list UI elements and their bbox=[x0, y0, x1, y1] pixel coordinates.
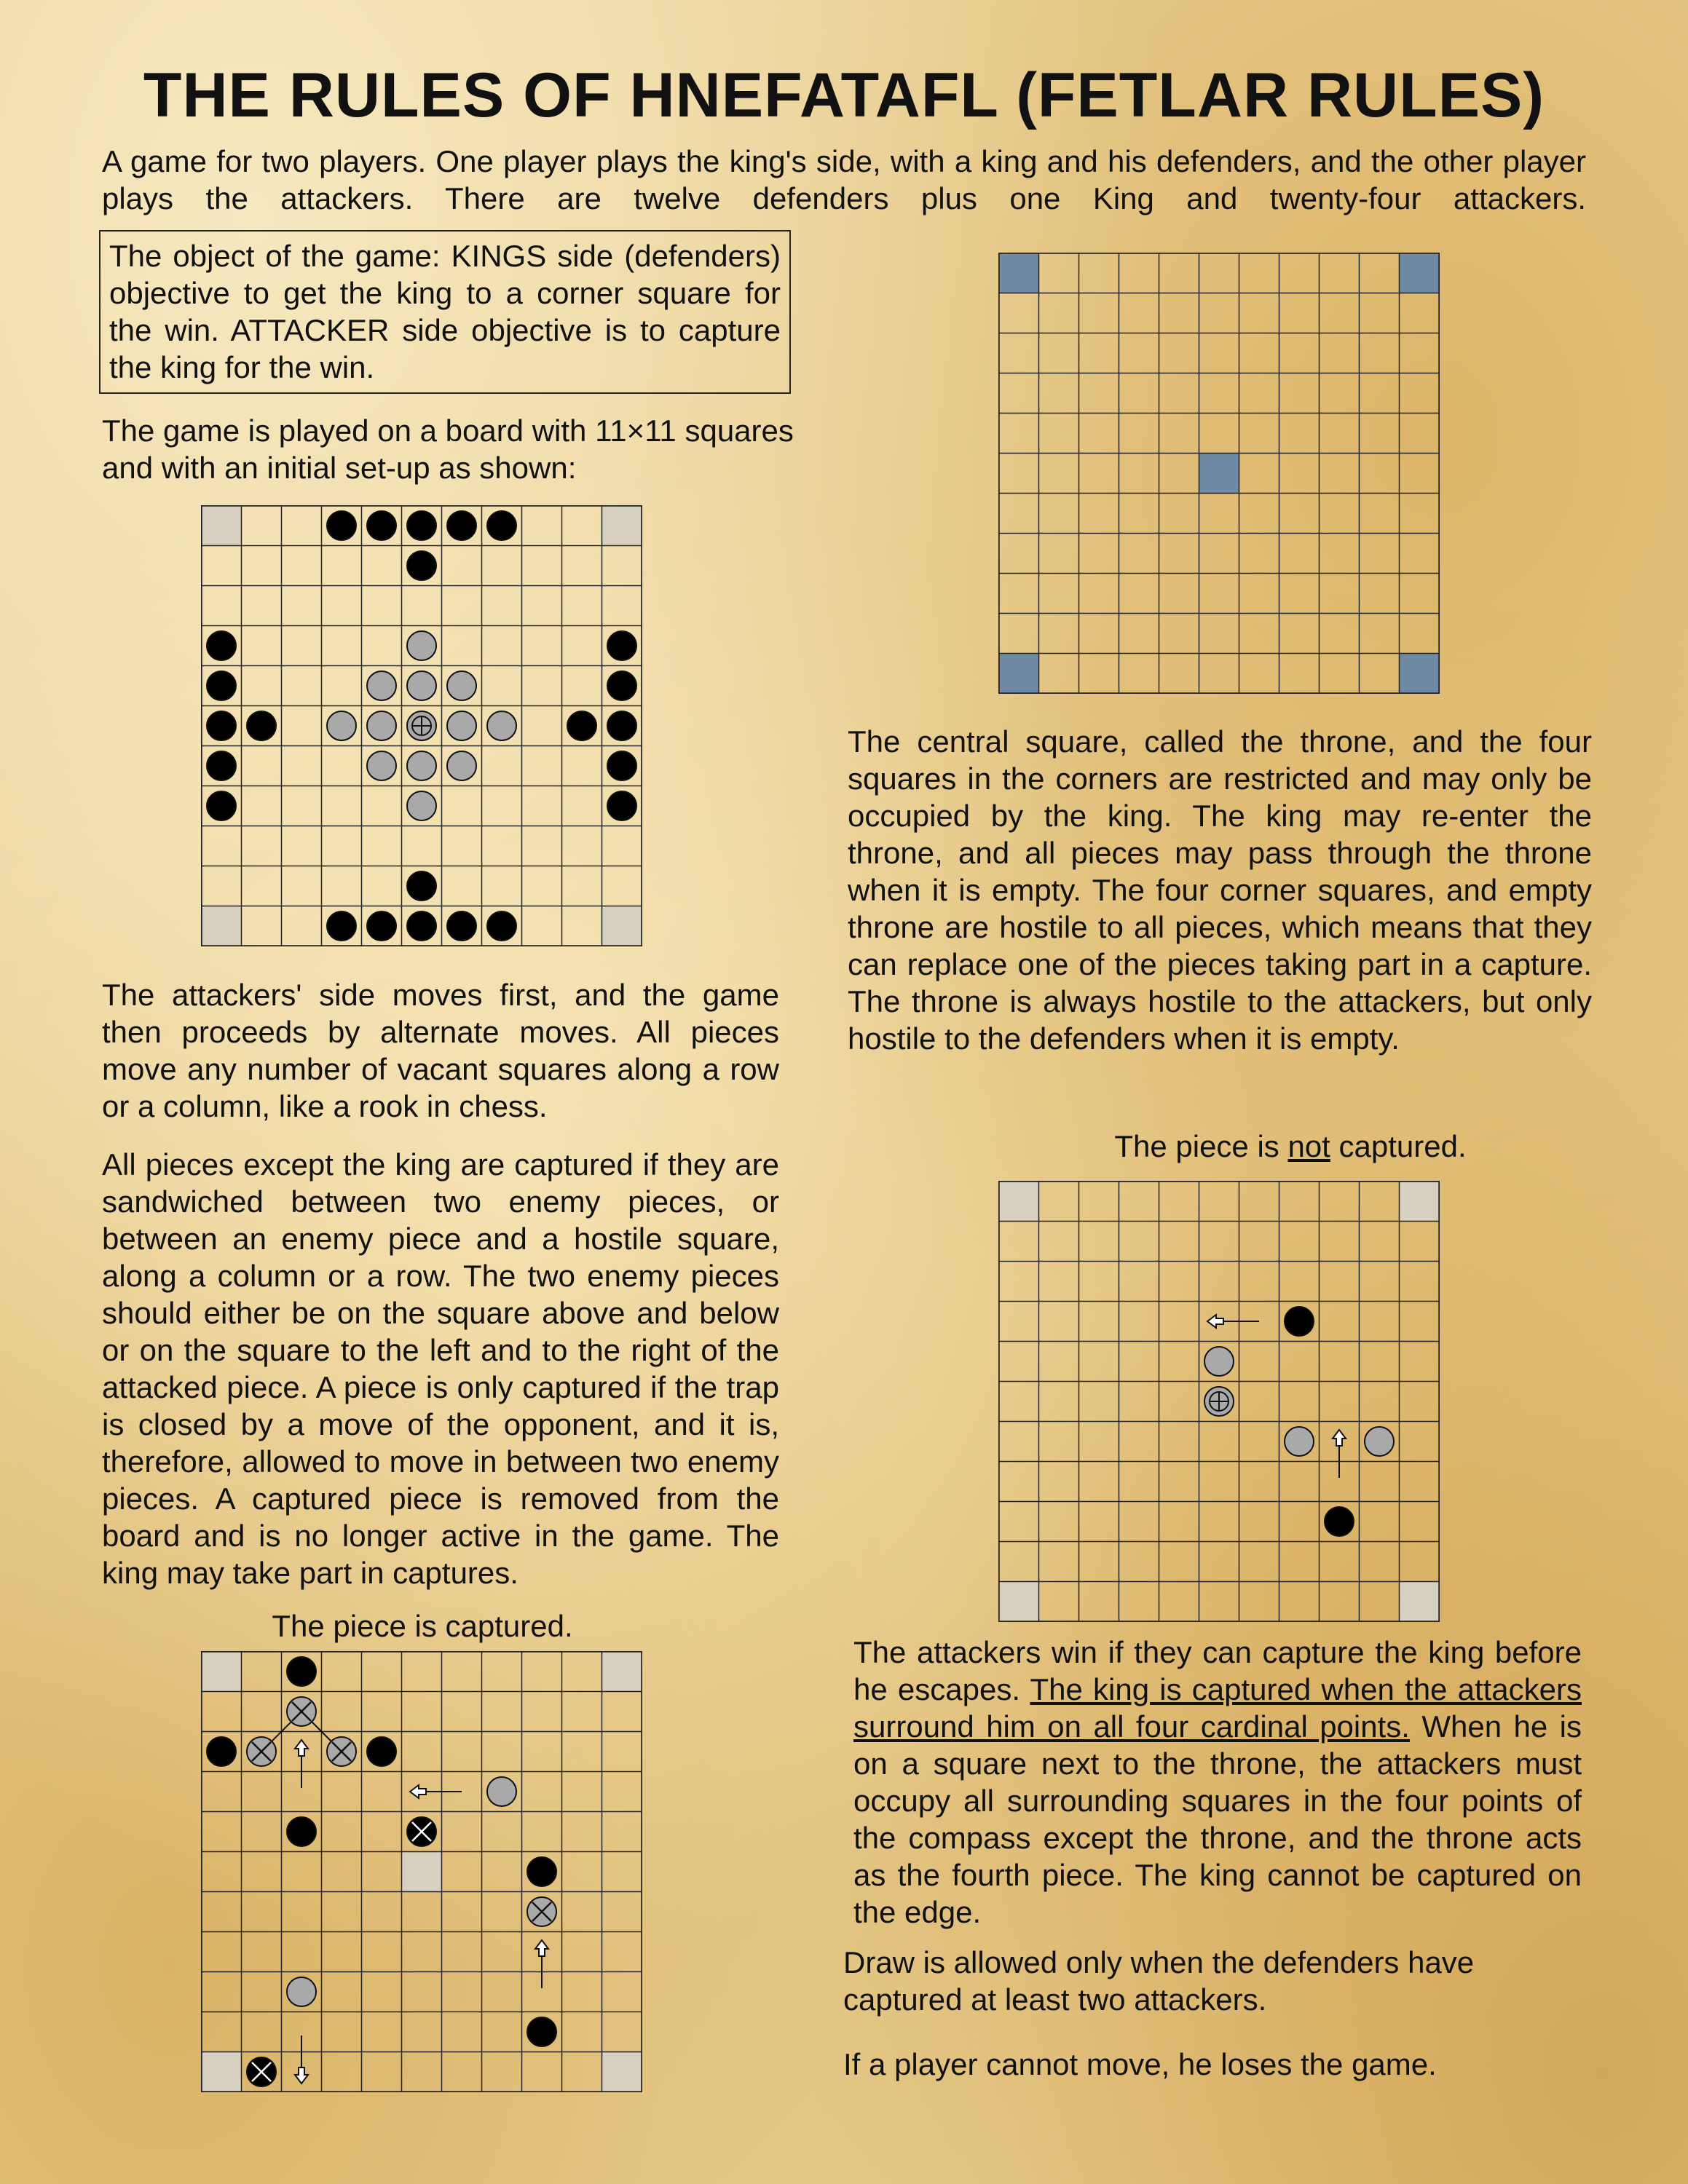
defender-piece bbox=[287, 1977, 316, 2006]
defender-piece bbox=[327, 711, 356, 740]
king-piece bbox=[407, 711, 436, 740]
captured-attacker-piece bbox=[247, 2057, 276, 2086]
arrow-left-icon bbox=[1207, 1315, 1259, 1328]
arrow-down-icon bbox=[295, 2035, 308, 2084]
defender-piece bbox=[487, 711, 516, 740]
king-piece bbox=[1204, 1387, 1234, 1416]
objective-text: The object of the game: KINGS side (defenders) objective to get the king to a corner square for the win. ATTACKER side objective is to capture the king for the win. bbox=[109, 239, 781, 384]
restricted-square bbox=[999, 654, 1039, 694]
corner-square bbox=[602, 2052, 642, 2092]
capture-rule-paragraph: All pieces except the king are captured if they are sandwiched between two enemy pieces, or between an enemy piece and a hostile square, along a column or a row. The two enemy pieces should either be on the square above and below or on the square to the left and to the right of the attacked piece. A piece is only captured if the trap is closed by a move of the opponent, and it is, therefore, allowed to move in between two enemy pieces. A captured piece is removed from the board and is no longer active in the game. The king may take part in captures. bbox=[102, 1147, 779, 1590]
attacker-piece bbox=[327, 911, 356, 941]
attacker-piece bbox=[407, 871, 436, 901]
defender-piece bbox=[407, 791, 436, 820]
not-captured-caption bbox=[926, 1129, 1655, 1164]
corner-square bbox=[602, 1652, 642, 1692]
restricted-squares-board bbox=[998, 253, 1440, 694]
restricted-square bbox=[1199, 454, 1239, 494]
attacker-piece bbox=[607, 711, 636, 740]
defender-piece bbox=[367, 711, 396, 740]
corner-square bbox=[202, 506, 242, 546]
restricted-square bbox=[1400, 654, 1440, 694]
king-capture-details: When he is on a square next to the throne, the attackers must occupy all surrounding squares in the four points of the compass except the throne, and the throne acts as the fourth piece. The king cannot be captured on the edge. bbox=[853, 1709, 1582, 1929]
restricted-square bbox=[999, 253, 1039, 293]
attacker-piece bbox=[567, 711, 596, 740]
king-capture-intro: The attackers win if they can capture the king before he escapes. bbox=[853, 1635, 1582, 1706]
captured-defender-piece bbox=[247, 1737, 276, 1766]
setup-paragraph: The game is played on a board with 11×11 squares and with an initial set-up as shown: bbox=[102, 414, 794, 485]
corner-square bbox=[202, 2052, 242, 2092]
king-capture-underlined: The king is captured when the attackers surround him on all four cardinal points. bbox=[853, 1672, 1582, 1744]
throne-square bbox=[402, 1852, 442, 1892]
captured-defender-piece bbox=[287, 1697, 316, 1726]
attacker-piece bbox=[487, 911, 516, 941]
attacker-piece bbox=[367, 511, 396, 540]
defender-piece bbox=[487, 1777, 516, 1806]
attacker-piece bbox=[527, 2017, 556, 2046]
arrow-left-icon bbox=[410, 1785, 462, 1798]
attacker-piece bbox=[247, 711, 276, 740]
king-capture-paragraph bbox=[853, 1634, 1582, 1931]
attacker-piece bbox=[607, 791, 636, 820]
corner-square bbox=[202, 906, 242, 946]
attacker-piece bbox=[207, 671, 236, 700]
not-captured-caption-before: The piece is bbox=[1114, 1129, 1288, 1163]
defender-piece bbox=[407, 631, 436, 660]
attacker-piece bbox=[447, 911, 476, 941]
attacker-piece bbox=[407, 911, 436, 941]
lose-rule-paragraph: If a player cannot move, he loses the game. bbox=[843, 2047, 1437, 2081]
arrow-up-icon bbox=[295, 1740, 308, 1788]
defender-piece bbox=[1365, 1427, 1394, 1456]
attacker-piece bbox=[207, 791, 236, 820]
corner-square bbox=[999, 1582, 1039, 1622]
attacker-piece bbox=[1285, 1307, 1314, 1336]
defender-piece bbox=[1285, 1427, 1314, 1456]
attacker-piece bbox=[207, 751, 236, 780]
attacker-piece bbox=[327, 511, 356, 540]
objective-box bbox=[99, 230, 791, 394]
captured-defender-piece bbox=[327, 1737, 356, 1766]
defender-piece bbox=[447, 671, 476, 700]
corner-square bbox=[999, 1182, 1039, 1222]
defender-piece bbox=[1204, 1347, 1234, 1376]
arrow-up-icon bbox=[1333, 1430, 1346, 1478]
setup-board bbox=[201, 505, 642, 946]
page-title: THE RULES OF HNEFATAFL (FETLAR RULES) bbox=[143, 60, 1545, 130]
corner-square bbox=[602, 906, 642, 946]
defender-piece bbox=[407, 671, 436, 700]
attacker-piece bbox=[527, 1857, 556, 1886]
attacker-piece bbox=[287, 1817, 316, 1846]
captured-caption: The piece is captured. bbox=[272, 1609, 573, 1643]
attacker-piece bbox=[207, 1737, 236, 1766]
throne-rule-paragraph: The central square, called the throne, and the four squares in the corners are restricted and may only be occupied by the king. The king may re-enter the throne, and all pieces may pass through the throne when it is empty. The four corner squares, and empty throne are hostile to all pieces, which means that they can replace one of the pieces taking part in a capture. The throne is always hostile to the attackers, but only hostile to the defenders when it is empty. bbox=[848, 724, 1592, 1056]
attacker-piece bbox=[487, 511, 516, 540]
attacker-piece bbox=[367, 1737, 396, 1766]
restricted-square bbox=[1400, 253, 1440, 293]
captured-attacker-piece bbox=[407, 1817, 436, 1846]
defender-piece bbox=[367, 751, 396, 780]
intro-paragraph: A game for two players. One player plays the king's side, with a king and his defenders, and the other player plays the attackers. There are twelve defenders plus one King and twenty-four attackers. bbox=[102, 144, 1586, 215]
attacker-piece bbox=[607, 631, 636, 660]
attacker-piece bbox=[407, 511, 436, 540]
attacker-piece bbox=[447, 511, 476, 540]
not-captured-caption-underlined: not bbox=[1287, 1129, 1330, 1163]
draw-rule-paragraph: Draw is allowed only when the defenders have captured at least two attackers. bbox=[843, 1945, 1475, 2017]
defender-piece bbox=[367, 671, 396, 700]
corner-square bbox=[1400, 1582, 1440, 1622]
attacker-piece bbox=[287, 1657, 316, 1686]
arrow-up-icon bbox=[535, 1940, 548, 1988]
corner-square bbox=[202, 1652, 242, 1692]
defender-piece bbox=[447, 751, 476, 780]
movement-rule-paragraph: The attackers' side moves first, and the game then proceeds by alternate moves. All pieces move any number of vacant squares along a row or a column, like a rook in chess. bbox=[102, 978, 779, 1123]
captured-defender-piece bbox=[527, 1897, 556, 1926]
corner-square bbox=[1400, 1182, 1440, 1222]
attacker-piece bbox=[1325, 1507, 1354, 1536]
attacker-piece bbox=[607, 751, 636, 780]
defender-piece bbox=[407, 751, 436, 780]
attacker-piece bbox=[207, 711, 236, 740]
attacker-piece bbox=[367, 911, 396, 941]
corner-square bbox=[602, 506, 642, 546]
not-captured-caption-after: captured. bbox=[1330, 1129, 1467, 1163]
attacker-piece bbox=[207, 631, 236, 660]
attacker-piece bbox=[607, 671, 636, 700]
not-captured-example-board bbox=[998, 1181, 1440, 1622]
attacker-piece bbox=[407, 551, 436, 580]
defender-piece bbox=[447, 711, 476, 740]
captured-example-board bbox=[201, 1651, 642, 2092]
